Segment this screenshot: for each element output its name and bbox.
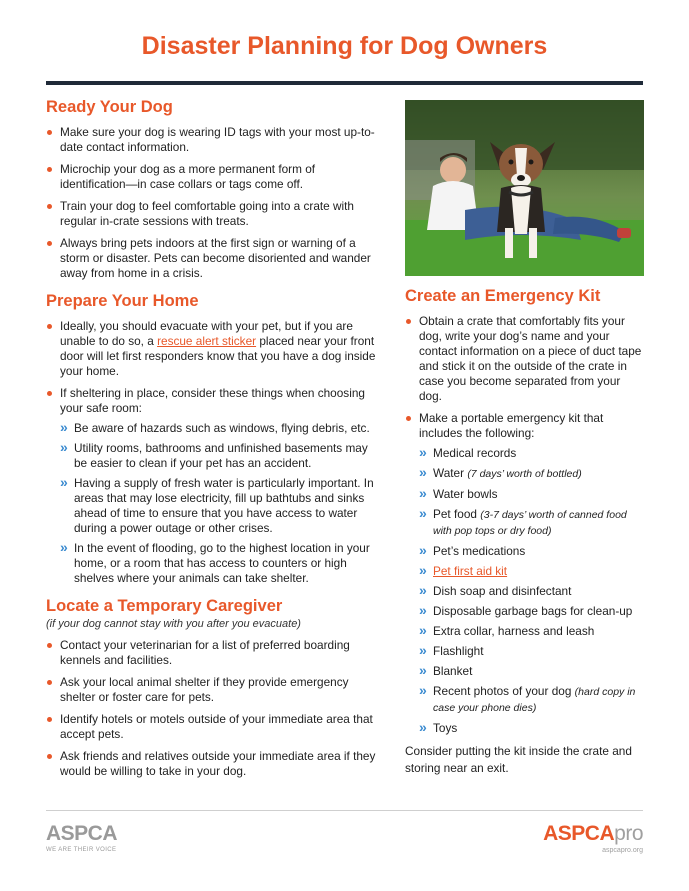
- prepare-home-heading: Prepare Your Home: [46, 292, 199, 310]
- sub-list-item: » Disposable garbage bags for clean-up: [419, 604, 645, 619]
- page-title: Disaster Planning for Dog Owners: [141, 32, 548, 60]
- caregiver-note: (if your dog cannot stay with you after you evacuate): [46, 618, 301, 630]
- sub-item-note: (7 days’ worth of bottled): [467, 468, 582, 480]
- prepare-home-section: [46, 291, 376, 586]
- sub-list-item: » Water bowls: [419, 487, 645, 502]
- home-item-text-end: placed near your front door will let first responders know that you have a dog inside your home.: [60, 334, 376, 378]
- sub-list-item: » Dish soap and disinfectant: [419, 584, 645, 599]
- list-item: Identify hotels or motels outside of your immediate area that accept pets.: [46, 712, 376, 742]
- list-item: [46, 319, 376, 379]
- list-item: Make sure your dog is wearing ID tags with your most up-to-date contact information.: [46, 125, 376, 155]
- dog-photo: [405, 100, 644, 276]
- sub-item-text: Water: [433, 466, 465, 480]
- dog-photo-illustration: [405, 100, 644, 276]
- sub-list-item: » Flashlight: [419, 644, 645, 659]
- list-item: Ask your local animal shelter if they provide emergency shelter or foster care for pets.: [46, 675, 376, 705]
- sub-list-item: [419, 684, 645, 716]
- aspca-logo: [46, 822, 117, 853]
- kit-list: [405, 314, 645, 736]
- list-item: Ask friends and relatives outside your immediate area if they would be willing to take in your dog.: [46, 749, 376, 779]
- rescue-alert-sticker-link[interactable]: rescue alert sticker: [157, 334, 257, 348]
- list-item: Microchip your dog as a more permanent form of identification—in case collars or tags come off.: [46, 162, 376, 192]
- home-item-text: If sheltering in place, consider these things when choosing your safe room:: [60, 386, 365, 415]
- aspcapro-logo-mark: [533, 822, 643, 846]
- left-column: [46, 97, 376, 789]
- sub-item-text: Recent photos of your dog: [433, 684, 572, 698]
- ready-your-dog-section: [46, 97, 376, 281]
- sub-list-item: » Extra collar, harness and leash: [419, 624, 645, 639]
- safe-room-sublist: [60, 421, 376, 586]
- sub-item-note: (hard copy in case your phone dies): [433, 686, 636, 714]
- sub-item-text: Pet food: [433, 507, 477, 521]
- list-item: Always bring pets indoors at the first sign or warning of a storm or disaster. Pets can become disoriented and wander away from home in a crisis.: [46, 236, 376, 281]
- sub-list-item: » Pet’s medications: [419, 544, 645, 559]
- aspcapro-logo: [533, 822, 643, 854]
- aspcapro-url: aspcapro.org: [602, 847, 643, 854]
- ready-your-dog-heading: Ready Your Dog: [46, 98, 173, 116]
- sub-list-item: [419, 466, 645, 482]
- list-item: Obtain a crate that comfortably fits your dog, write your dog’s name and your contact information on a piece of duct tape and stick it on the outside of the crate in case you become separated from your dog.: [405, 314, 645, 404]
- list-item: Contact your veterinarian for a list of preferred boarding kennels and facilities.: [46, 638, 376, 668]
- sub-item-note: (3-7 days’ worth of canned food with pop tops or dry food): [433, 509, 627, 537]
- sub-list-item: » Toys: [419, 721, 645, 736]
- kit-sublist: [419, 446, 645, 736]
- right-column: [405, 286, 645, 777]
- sub-list-item: » Utility rooms, bathrooms and unfinished basements may be easier to clean if your pet has an accident.: [60, 441, 376, 471]
- sub-list-item: [419, 564, 645, 579]
- sub-list-item: » Blanket: [419, 664, 645, 679]
- sub-list-item: » Medical records: [419, 446, 645, 461]
- aspca-logo-mark: ASPCA: [46, 822, 118, 845]
- home-item-text-start: Ideally, you should evacuate with your pet, but if you are unable to do so, a: [60, 319, 353, 348]
- sub-list-item: » Having a supply of fresh water is particularly important. In areas that may lose electricity, fill up bathtubs and sinks ahead of time to ensure that you have access to water during a power outage or other crises.: [60, 476, 376, 536]
- list-item: [405, 411, 645, 736]
- list-item: [46, 386, 376, 586]
- pet-first-aid-kit-link[interactable]: Pet first aid kit: [433, 564, 508, 578]
- caregiver-section: [46, 596, 376, 779]
- aspcapro-logo-main: ASPCA: [543, 822, 615, 845]
- aspcapro-logo-suffix: pro: [614, 822, 643, 845]
- sub-list-item: » In the event of flooding, go to the highest location in your home, or a room that has access to counters or high shelves where your animals can take shelter.: [60, 541, 376, 586]
- caregiver-list: [46, 638, 376, 779]
- ready-list: [46, 125, 376, 281]
- footer-divider: [46, 810, 643, 811]
- emergency-kit-heading: Create an Emergency Kit: [405, 287, 601, 305]
- caregiver-heading: Locate a Temporary Caregiver: [46, 597, 283, 615]
- kit-item-text: Make a portable emergency kit that includes the following:: [419, 411, 604, 440]
- aspca-tagline: WE ARE THEIR VOICE: [46, 847, 117, 853]
- home-list: [46, 319, 376, 586]
- sub-list-item: » Be aware of hazards such as windows, flying debris, etc.: [60, 421, 376, 436]
- title-divider: [46, 81, 643, 85]
- sub-list-item: [419, 507, 645, 539]
- kit-closing-text: Consider putting the kit inside the crate and storing near an exit.: [405, 744, 632, 775]
- list-item: Train your dog to feel comfortable going into a crate with regular in-crate sessions with treats.: [46, 199, 376, 229]
